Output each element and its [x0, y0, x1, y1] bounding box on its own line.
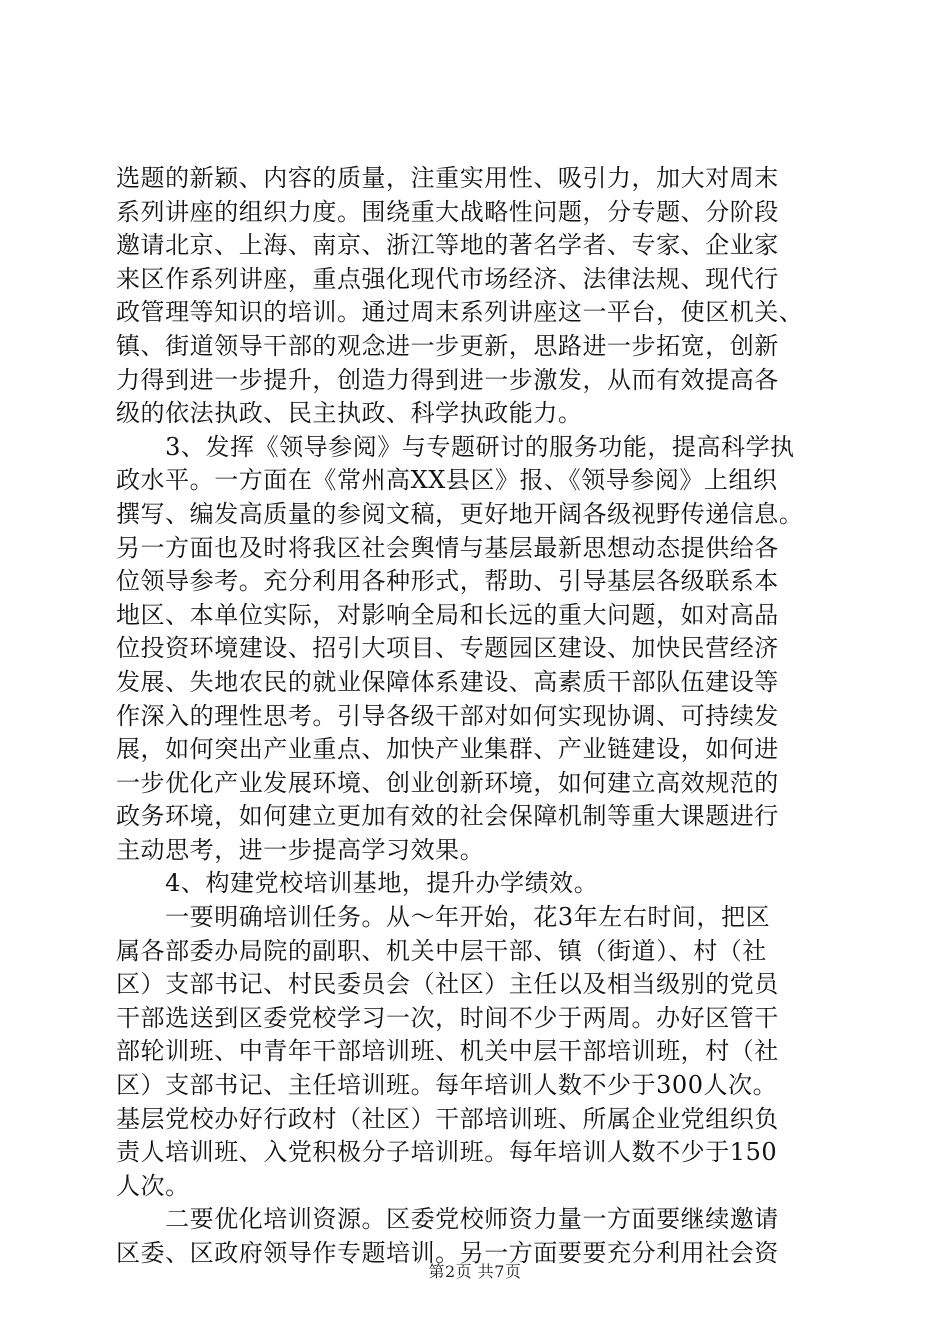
text-line: 来区作系列讲座，重点强化现代市场经济、法律法规、现代行: [116, 264, 779, 293]
text-line: 镇、街道领导干部的观念进一步更新，思路进一步拓宽，创新: [116, 331, 779, 360]
text-line: 属各部委办局院的副职、机关中层干部、镇（街道）、村（社: [116, 936, 767, 965]
text-line: 一要明确培训任务。从～年开始，花3年左右时间，把区: [116, 903, 771, 932]
text-line: 主动思考，进一步提高学习效果。: [116, 835, 485, 864]
text-line: 撰写、编发高质量的参阅文稿，更好地开阔各级视野传递信息。: [116, 499, 804, 528]
text-line: 发展、失地农民的就业保障体系建设、高素质干部队伍建设等: [116, 667, 779, 696]
text-line: 基层党校办好行政村（社区）干部培训班、所属企业党组织负: [116, 1104, 779, 1133]
text-line: 系列讲座的组织力度。围绕重大战略性问题，分专题、分阶段: [116, 197, 779, 226]
text-line: 力得到进一步提升，创造力得到进一步激发，从而有效提高各: [116, 365, 779, 394]
text-line: 作深入的理性思考。引导各级干部对如何实现协调、可持续发: [116, 701, 779, 730]
text-line: 3、发挥《领导参阅》与专题研讨的服务功能，提高科学执: [116, 432, 795, 461]
document-body: [116, 162, 836, 1271]
text-line: 责人培训班、入党积极分子培训班。每年培训人数不少于150: [116, 1138, 778, 1167]
text-line: 级的依法执政、民主执政、科学执政能力。: [116, 399, 583, 428]
text-line: 选题的新颖、内容的质量，注重实用性、吸引力，加大对周末: [116, 164, 779, 192]
text-line: 区委、区政府领导作专题培训。另一方面要要充分利用社会资: [116, 1239, 779, 1267]
text-line: 部轮训班、中青年干部培训班、机关中层干部培训班，村（社: [116, 1037, 779, 1066]
text-line: 干部选送到区委党校学习一次，时间不少于两周。办好区管干: [116, 1003, 779, 1032]
text-line: 区）支部书记、主任培训班。每年培训人数不少于300人次。: [116, 1071, 778, 1100]
text-line: 位领导参考。充分利用各种形式，帮助、引导基层各级联系本: [116, 567, 779, 596]
text-line: 4、构建党校培训基地，提升办学绩效。: [116, 869, 599, 898]
text-line: 展，如何突出产业重点、加快产业集群、产业链建设，如何进: [116, 735, 779, 764]
text-line: 邀请北京、上海、南京、浙江等地的著名学者、专家、企业家: [116, 231, 779, 260]
text-line: 政务环境，如何建立更加有效的社会保障机制等重大课题进行: [116, 802, 779, 831]
text-line: 一步优化产业发展环境、创业创新环境，如何建立高效规范的: [116, 768, 779, 797]
text-line: 二要优化培训资源。区委党校师资力量一方面要继续邀请: [116, 1205, 779, 1234]
text-line: 区）支部书记、村民委员会（社区）主任以及相当级别的党员: [116, 970, 779, 999]
text-line: 政管理等知识的培训。通过周末系列讲座这一平台，使区机关、: [116, 298, 804, 327]
text-line: 地区、本单位实际，对影响全局和长远的重大问题，如对高品: [116, 600, 779, 629]
text-line: 位投资环境建设、招引大项目、专题园区建设、加快民营经济: [116, 634, 779, 663]
page-footer: 第2页 共7页: [428, 1262, 522, 1281]
text-line: 人次。: [116, 1171, 190, 1200]
text-line: 另一方面也及时将我区社会舆情与基层最新思想动态提供给各: [116, 533, 779, 562]
text-line: 政水平。一方面在《常州高XX县区》报、《领导参阅》上组织: [116, 466, 778, 495]
